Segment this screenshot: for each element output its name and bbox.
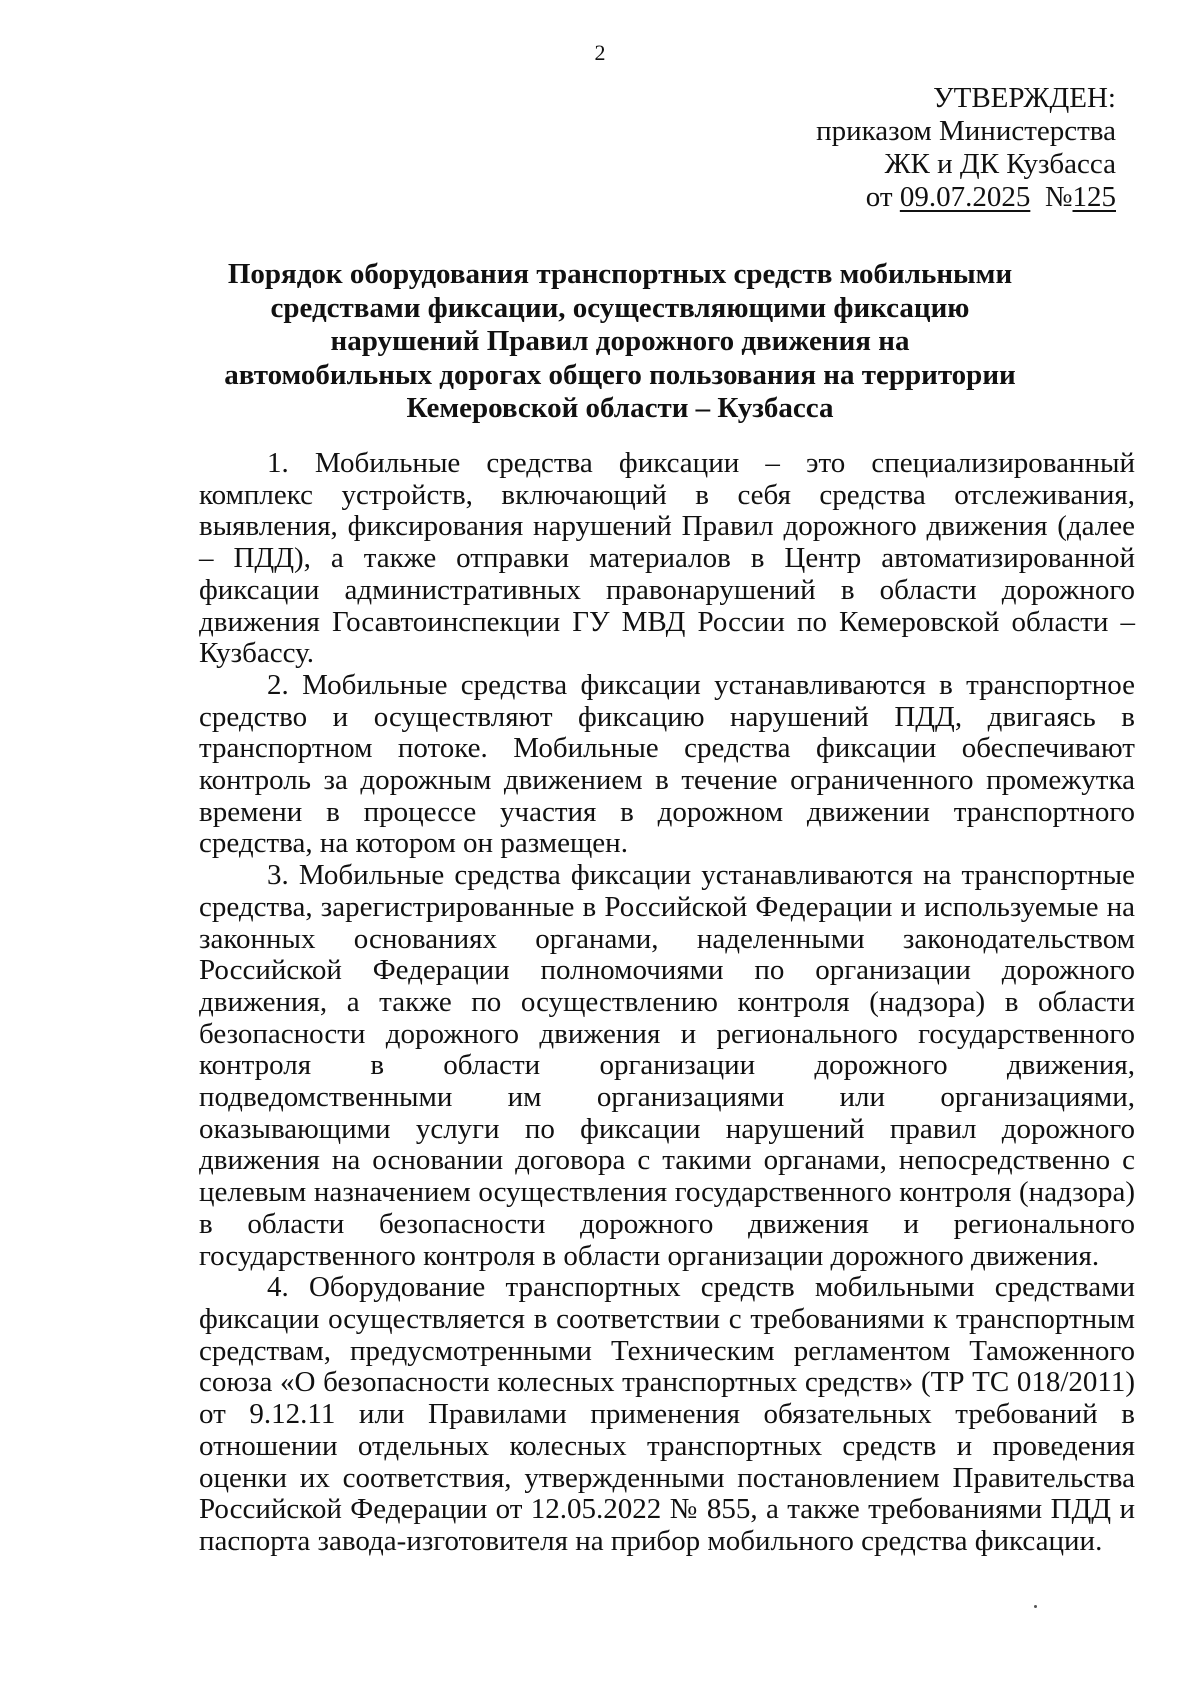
title-line: средствами фиксации, осуществляющими фиксацию: [270, 291, 970, 324]
scan-artifact-dot: [1034, 1605, 1037, 1608]
document-title: [180, 258, 1060, 426]
approval-issuer-line-1: приказом Министерства: [816, 115, 1116, 147]
document-body: [199, 448, 1135, 1558]
approval-number: 125: [1072, 181, 1116, 213]
paragraph-4: 4. Оборудование транспортных средств мобильными средствами фиксации осуществляется в соответствии с требованиями к транспортным средствам, предусмотренными Техническим регламентом Таможенного союза «О безопасности колесных транспортных средств» (ТР ТС 018/2011) от 9.12.11 или Правилами применения обязательных требований в отношении отдельных колесных транспортных средств и проведения оценки их соответствия, утвержденными постановлением Правительства Российской Федерации от 12.05.2022 № 855, а также требованиями ПДД и паспорта завода-изготовителя на прибор мобильного средства фиксации.: [199, 1271, 1135, 1557]
approval-date: 09.07.2025: [899, 181, 1031, 213]
approval-stamp: [816, 82, 1116, 214]
title-line: автомобильных дорогах общего пользования на территории: [224, 358, 1016, 391]
paragraph-1: 1. Мобильные средства фиксации – это специализированный комплекс устройств, включающий в себя средства отслеживания, выявления, фиксирования нарушений Правил дорожного движения (далее – ПДД), а также отправки материалов в Центр автоматизированной фиксации административных правонарушений в области дорожного движения Госавтоинспекции ГУ МВД России по Кемеровской области – Кузбассу.: [199, 447, 1135, 670]
paragraph-2: 2. Мобильные средства фиксации устанавливаются в транспортное средство и осуществляют фиксацию нарушений ПДД, двигаясь в транспортном потоке. Мобильные средства фиксации обеспечивают контроль за дорожным движением в течение ограниченного промежутка времени в процессе участия в дорожном движении транспортного средства, на котором он размещен.: [199, 668, 1135, 860]
page-number: 2: [594, 40, 606, 65]
title-line: Кемеровской области – Кузбасса: [406, 392, 834, 424]
approval-date-line: [816, 181, 1116, 214]
paragraph-3: 3. Мобильные средства фиксации устанавливаются на транспортные средства, зарегистрированные в Российской Федерации и используемые на законных основаниях органами, наделенными законодательством Российской Федерации полномочиями по организации дорожного движения, а также по осуществлению контроля (надзора) в области безопасности дорожного движения и регионального государственного контроля в области организации дорожного движения, подведомственными им организациями или организациями, оказывающими услуги по фиксации нарушений правил дорожного движения на основании договора с такими органами, непосредственно с целевым назначением осуществления государственного контроля (надзора) в области безопасности дорожного движения и регионального государственного контроля в области организации дорожного движения.: [199, 859, 1135, 1272]
approval-date-prefix: от: [865, 181, 893, 213]
approval-number-sign: №: [1044, 181, 1073, 213]
title-line: нарушений Правил дорожного движения на: [330, 325, 910, 357]
title-line: Порядок оборудования транспортных средств мобильными: [227, 258, 1013, 290]
approval-status: УТВЕРЖДЕН:: [933, 82, 1116, 114]
approval-issuer-line-2: ЖК и ДК Кузбасса: [884, 148, 1116, 180]
